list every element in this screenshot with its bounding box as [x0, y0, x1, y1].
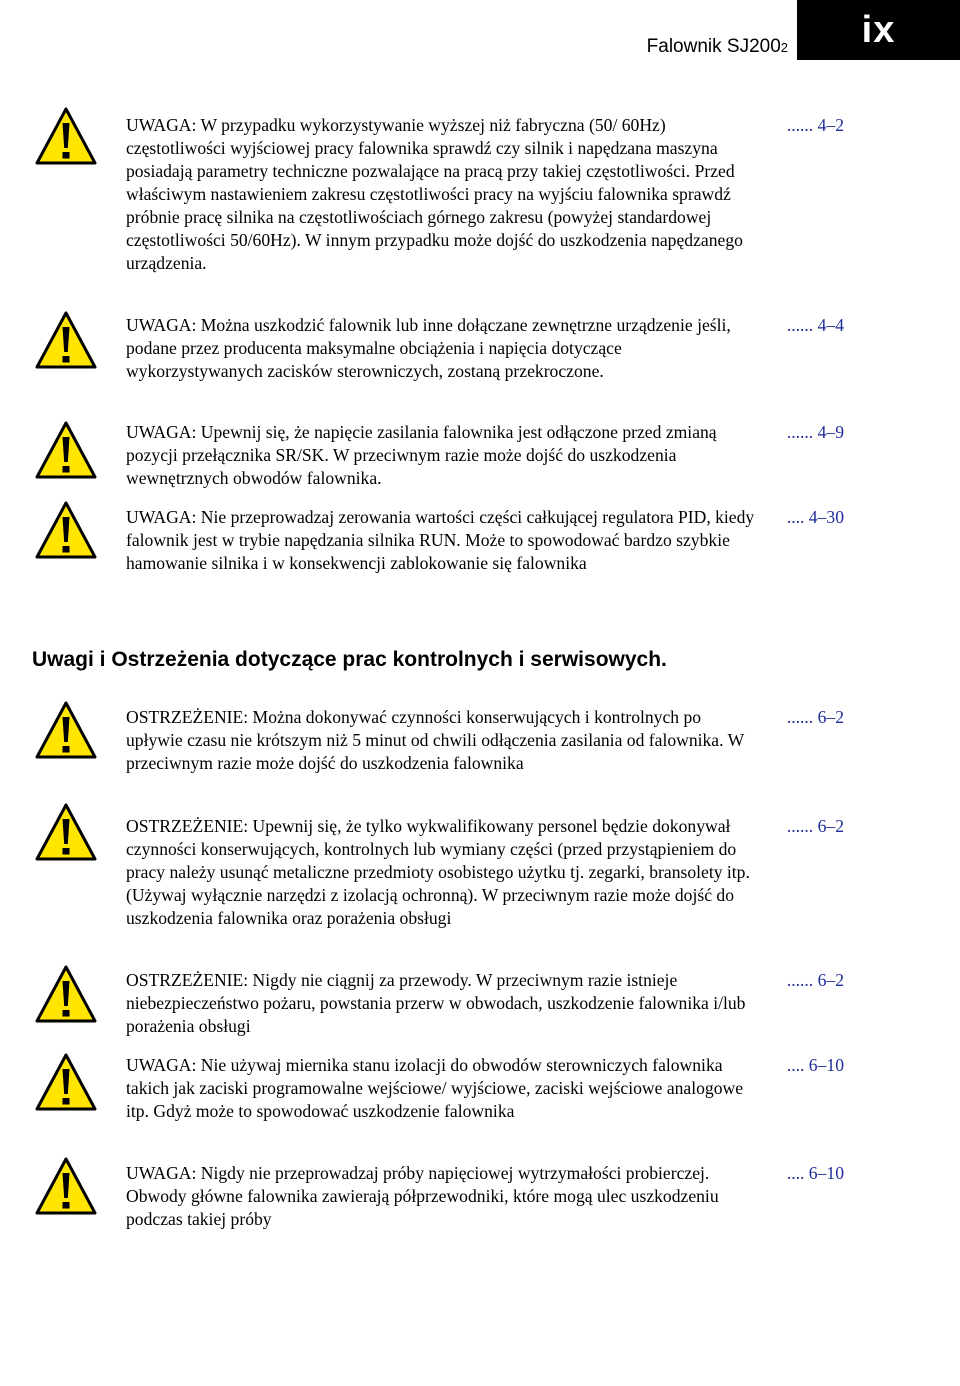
warning-triangle-icon — [34, 420, 98, 480]
note-text: UWAGA: Nigdy nie przeprowadzaj próby napięciowej wytrzymałości probierczej. Obwody główne falownika zawierają półprzewodniki, które mogą ulec uszkodzeniu podczas takiej próby — [126, 1163, 719, 1229]
warning-triangle-icon — [34, 964, 98, 1024]
note-text: OSTRZEŻENIE: Można dokonywać czynności konserwujących i kontrolnych po upływie czasu nie krótszym niż 5 minut od chwili odłączenia zasilania od falownika. W przeciwnym razie może dojść do uszkodzenia falownika — [126, 707, 744, 773]
warning-triangle-icon — [34, 106, 98, 166]
page-reference-link[interactable]: ...... 6–2 — [786, 970, 844, 990]
note-text: UWAGA: Upewnij się, że napięcie zasilania falownika jest odłączone przed zmianą pozycji przełącznika SR/SK. W przeciwnym razie może dojść do uszkodzenia wewnętrznych obwodów falownika. — [126, 422, 717, 488]
warning-triangle-icon — [34, 1156, 98, 1216]
warning-triangle-icon — [34, 310, 98, 370]
page-reference-link[interactable]: .... 6–10 — [786, 1163, 844, 1183]
page-reference-link[interactable]: ...... 4–2 — [786, 115, 844, 135]
page-number: ix — [861, 8, 896, 51]
note-text: UWAGA: Można uszkodzić falownik lub inne dołączane zewnętrzne urządzenie jeśli, podane przez producenta maksymalne obciążenia i napięcia dotyczące wykorzystywanych zacisków sterowniczych, zostaną przekroczone. — [126, 315, 731, 381]
warning-triangle-icon — [34, 500, 98, 560]
page-reference-link[interactable]: ...... 4–9 — [786, 422, 844, 442]
page-number-tab — [797, 0, 960, 60]
page-reference-link[interactable]: .... 4–30 — [786, 507, 844, 527]
note-text: UWAGA: Nie przeprowadzaj zerowania wartości części całkującej regulatora PID, kiedy falownik jest w trybie napędzania silnika RUN. Może to spowodować bardzo szybkie hamowanie silnika i w konsekwencji zablokowanie się falownika — [126, 507, 755, 573]
page-reference-link[interactable]: ...... 6–2 — [786, 707, 844, 727]
running-header-text: Falownik SJ200 — [646, 36, 781, 57]
page-reference-link[interactable]: ...... 6–2 — [786, 816, 844, 836]
note-text: UWAGA: Nie używaj miernika stanu izolacji do obwodów sterowniczych falownika takich jak zaciski programowalne wejściowe/ wyjściowe, zaciski wejściowe analogowe itp. Gdyż może to spowodować uszkodzenie falownika — [126, 1055, 744, 1121]
warning-triangle-icon — [34, 802, 98, 862]
note-text: OSTRZEŻENIE: Nigdy nie ciągnij za przewody. W przeciwnym razie istnieje niebezpieczeństwo pożaru, powstania przerw w obwodach, uszkodzenie falownika i/lub porażenia obsługi — [126, 970, 746, 1036]
warning-triangle-icon — [34, 700, 98, 760]
warning-triangle-icon — [34, 1052, 98, 1112]
page-reference-link[interactable]: ...... 4–4 — [786, 315, 844, 335]
running-header-suffix: 2 — [780, 40, 788, 55]
note-text: UWAGA: W przypadku wykorzystywanie wyższej niż fabryczna (50/ 60Hz) częstotliwości wyjściowej pracy falownika sprawdź czy silnik i napędzana maszyna posiadają parametry techniczne pozwalające na pracą przy takiej częstotliwości. Przed właściwym nastawieniem zakresu częstotliwości pracy na wyjściu falownika sprawdź próbnie pracę silnika na częstotliwościach górnego zakresu (powyżej standardowej częstotliwości 50/60Hz). W innym przypadku może dojść do uszkodzenia napędzanego urządzenia. — [126, 115, 743, 273]
section-heading: Uwagi i Ostrzeżenia dotyczące prac kontrolnych i serwisowych. — [32, 648, 667, 671]
page-reference-link[interactable]: .... 6–10 — [786, 1055, 844, 1075]
running-header — [560, 36, 788, 58]
note-text: OSTRZEŻENIE: Upewnij się, że tylko wykwalifikowany personel będzie dokonywał czynności konserwujących, kontrolnych lub wymiany części (przed przystąpieniem do pracy należy usunąć metaliczne przedmioty osobistego użytku tj. zegarki, bransolety itp.(Używaj wyłącznie narzędzi z izolacją ochronną). W przeciwnym razie może dojść do uszkodzenia falownika oraz porażenia obsługi — [126, 816, 750, 928]
